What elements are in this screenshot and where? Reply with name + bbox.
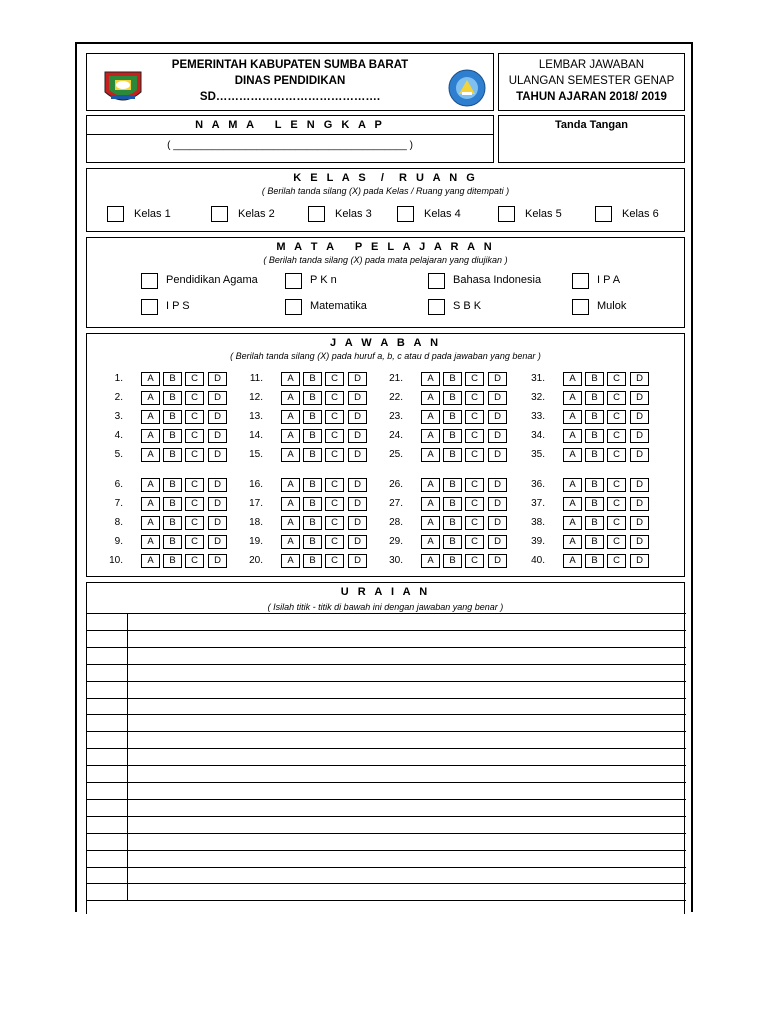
answer-option[interactable]: D [630,554,649,568]
essay-answer-line[interactable] [128,682,684,697]
subject-checkbox[interactable] [141,273,158,289]
answer-option[interactable]: C [607,410,626,424]
answer-option[interactable]: B [163,391,182,405]
answer-option[interactable]: C [185,478,204,492]
gov-line-2: DINAS PENDIDIKAN [234,75,346,87]
question-number: 2. [114,392,123,403]
essay-answer-line[interactable] [128,766,684,781]
answer-option[interactable]: D [488,429,507,443]
answer-option[interactable]: C [325,448,344,462]
answer-option[interactable]: D [488,516,507,530]
answer-option[interactable]: D [630,516,649,530]
answer-option[interactable]: C [607,478,626,492]
answer-option[interactable]: B [163,429,182,443]
answer-option[interactable]: A [563,372,582,386]
answer-option[interactable]: C [185,410,204,424]
question-number: 34. [531,430,545,441]
answer-option[interactable]: C [325,372,344,386]
signature-box[interactable] [498,115,685,163]
answer-option[interactable]: B [303,554,322,568]
answer-option[interactable]: C [325,535,344,549]
answer-option[interactable]: A [421,372,440,386]
answer-option[interactable]: B [163,372,182,386]
subject-option-label: Pendidikan Agama [166,274,258,286]
answer-option[interactable]: B [585,554,604,568]
answer-option[interactable]: B [303,429,322,443]
answer-option[interactable]: C [465,448,484,462]
answer-option[interactable]: C [325,478,344,492]
question-number: 31. [531,373,545,384]
answer-option[interactable]: B [163,410,182,424]
question-number: 30. [389,555,403,566]
gov-line-3: SD……………………………………. [199,91,381,103]
answer-option[interactable]: C [325,410,344,424]
answer-option[interactable]: C [607,448,626,462]
question-number: 39. [531,536,545,547]
answer-sheet [75,42,693,912]
class-option-label: Kelas 3 [335,208,372,220]
class-option-label: Kelas 5 [525,208,562,220]
answer-option[interactable]: C [607,391,626,405]
answer-option[interactable]: B [443,497,462,511]
answer-option[interactable]: A [281,410,300,424]
answer-option[interactable]: B [443,535,462,549]
subject-checkbox[interactable] [572,273,589,289]
answer-option[interactable]: C [465,372,484,386]
question-number: 8. [114,517,123,528]
answer-option[interactable]: D [208,372,227,386]
answer-option[interactable]: D [348,448,367,462]
answer-option[interactable]: C [185,448,204,462]
essay-answer-line[interactable] [128,665,684,680]
answer-option[interactable]: B [163,516,182,530]
answer-option[interactable]: A [141,391,160,405]
subject-option-label: I P A [597,274,621,286]
answer-option[interactable]: A [281,535,300,549]
answer-option[interactable]: C [607,535,626,549]
question-number: 26. [389,479,403,490]
question-number: 36. [531,479,545,490]
answer-option[interactable]: A [563,516,582,530]
subject-option-label: Mulok [597,300,627,312]
answer-option[interactable]: C [325,391,344,405]
name-label: N A M A L E N G K A P [195,119,385,131]
answer-option[interactable]: A [563,448,582,462]
answer-option[interactable]: C [607,516,626,530]
essay-answer-line[interactable] [128,817,684,832]
answer-option[interactable]: D [208,429,227,443]
answer-option[interactable]: B [585,516,604,530]
answer-option[interactable]: D [630,372,649,386]
answer-option[interactable]: D [348,516,367,530]
answer-option[interactable]: D [208,410,227,424]
answer-option[interactable]: A [563,391,582,405]
class-checkbox[interactable] [498,206,515,222]
answer-option[interactable]: C [185,391,204,405]
question-number: 22. [389,392,403,403]
answer-option[interactable]: B [443,554,462,568]
header-title-box [498,53,685,111]
answer-option[interactable]: A [281,554,300,568]
class-option-label: Kelas 4 [424,208,461,220]
answer-option[interactable]: A [421,497,440,511]
answer-option[interactable]: B [303,516,322,530]
answer-option[interactable]: A [141,372,160,386]
essay-answer-line[interactable] [128,884,684,899]
question-number: 18. [249,517,263,528]
answer-option[interactable]: D [208,516,227,530]
subject-checkbox[interactable] [141,299,158,315]
answer-option[interactable]: D [630,497,649,511]
answer-option[interactable]: A [281,372,300,386]
answer-option[interactable]: D [208,391,227,405]
title-line-2: ULANGAN SEMESTER GENAP [508,75,675,87]
answer-option[interactable]: C [325,516,344,530]
answer-option[interactable]: D [488,554,507,568]
signature-label: Tanda Tangan [555,119,628,131]
class-title: K E L A S / R U A N G [293,172,478,184]
answer-option[interactable]: B [585,429,604,443]
answer-option[interactable]: D [488,497,507,511]
tut-wuri-handayani-icon [445,68,489,108]
question-number: 14. [249,430,263,441]
answer-option[interactable]: D [348,535,367,549]
answer-option[interactable]: C [607,554,626,568]
answer-option[interactable]: D [208,535,227,549]
subject-checkbox[interactable] [285,273,302,289]
answer-option[interactable]: C [465,535,484,549]
answer-option[interactable]: D [630,478,649,492]
answer-option[interactable]: D [488,410,507,424]
answer-option[interactable]: B [163,448,182,462]
header-institution-box [86,53,494,111]
answer-option[interactable]: C [185,516,204,530]
essay-answer-line[interactable] [128,800,684,815]
answer-option[interactable]: B [443,372,462,386]
answer-option[interactable]: A [281,516,300,530]
answer-option[interactable]: C [325,497,344,511]
class-checkbox[interactable] [595,206,612,222]
question-number: 1. [114,373,123,384]
answer-option[interactable]: C [465,554,484,568]
name-box [86,115,494,163]
answer-option[interactable]: A [421,410,440,424]
subject-option-label: P K n [310,274,337,286]
answer-option[interactable]: B [303,497,322,511]
subject-option-label: I P S [166,300,190,312]
subject-title: M A T A P E L A J A R A N [276,241,495,253]
answer-option[interactable]: D [630,448,649,462]
answer-option[interactable]: C [465,391,484,405]
question-number: 21. [389,373,403,384]
answer-option[interactable]: A [563,535,582,549]
answer-option[interactable]: D [488,535,507,549]
answer-option[interactable]: D [348,554,367,568]
question-number: 40. [531,555,545,566]
answer-option[interactable]: A [563,554,582,568]
answer-option[interactable]: C [465,410,484,424]
answer-option[interactable]: C [465,516,484,530]
answer-option[interactable]: A [421,535,440,549]
answer-option[interactable]: D [208,448,227,462]
answer-option[interactable]: B [443,391,462,405]
question-number: 24. [389,430,403,441]
answer-section [86,333,685,577]
question-number: 19. [249,536,263,547]
question-number: 28. [389,517,403,528]
essay-answer-line[interactable] [128,732,684,747]
answer-option[interactable]: A [141,535,160,549]
answer-option[interactable]: C [607,497,626,511]
title-line-1: LEMBAR JAWABAN [538,59,645,71]
answer-option[interactable]: A [141,410,160,424]
answer-option[interactable]: A [281,478,300,492]
answer-option[interactable]: B [303,372,322,386]
question-number: 29. [389,536,403,547]
answer-option[interactable]: D [488,478,507,492]
answer-option[interactable]: A [281,497,300,511]
answer-option[interactable]: D [630,535,649,549]
answer-option[interactable]: B [443,410,462,424]
answer-option[interactable]: B [443,478,462,492]
answer-option[interactable]: A [281,448,300,462]
answer-option[interactable]: B [585,410,604,424]
question-number: 6. [114,479,123,490]
answer-option[interactable]: B [443,429,462,443]
answer-option[interactable]: B [303,410,322,424]
answer-option[interactable]: C [185,535,204,549]
question-number: 3. [114,411,123,422]
question-number: 11. [249,373,263,384]
essay-answer-line[interactable] [128,648,684,663]
answer-option[interactable]: B [303,478,322,492]
answer-option[interactable]: B [303,448,322,462]
answer-option[interactable]: B [163,497,182,511]
class-checkbox[interactable] [397,206,414,222]
answer-option[interactable]: C [607,372,626,386]
answer-option[interactable]: D [208,497,227,511]
question-number: 38. [531,517,545,528]
question-number: 10. [109,555,123,566]
answer-option[interactable]: C [185,372,204,386]
class-option-label: Kelas 6 [622,208,659,220]
answer-option[interactable]: A [141,516,160,530]
subject-checkbox[interactable] [428,273,445,289]
class-checkbox[interactable] [308,206,325,222]
answer-option[interactable]: A [141,478,160,492]
essay-answer-line[interactable] [128,715,684,730]
question-number: 9. [114,536,123,547]
question-number: 16. [249,479,263,490]
subject-option-label: S B K [453,300,482,312]
answer-option[interactable]: B [585,535,604,549]
essay-answer-line[interactable] [128,699,684,714]
essay-answer-line[interactable] [128,868,684,883]
question-number: 7. [114,498,123,509]
answer-option[interactable]: C [465,429,484,443]
answer-option[interactable]: B [303,391,322,405]
class-option-label: Kelas 2 [238,208,275,220]
question-number: 20. [249,555,263,566]
question-number: 37. [531,498,545,509]
answer-option[interactable]: D [488,448,507,462]
class-instruction: ( Berilah tanda silang (X) pada Kelas / Ruang yang ditempati ) [261,186,510,196]
title-line-3: TAHUN AJARAN 2018/ 2019 [516,91,667,103]
question-number: 17. [249,498,263,509]
class-option-label: Kelas 1 [134,208,171,220]
class-checkbox[interactable] [211,206,228,222]
answer-option[interactable]: B [163,554,182,568]
question-number: 5. [114,449,123,460]
answer-option[interactable]: A [421,478,440,492]
question-number: 25. [389,449,403,460]
answer-option[interactable]: D [348,478,367,492]
answer-title: J A W A B A N [329,337,442,349]
answer-option[interactable]: B [303,535,322,549]
question-number: 12. [249,392,263,403]
question-number: 33. [531,411,545,422]
subject-instruction: ( Berilah tanda silang (X) pada mata pelajaran yang diujikan ) [263,255,508,265]
essay-title: U R A I A N [340,586,431,598]
subject-checkbox[interactable] [428,299,445,315]
essay-answer-line[interactable] [128,749,684,764]
answer-option[interactable]: D [348,497,367,511]
answer-option[interactable]: B [585,478,604,492]
answer-option[interactable]: A [421,554,440,568]
answer-option[interactable]: A [421,448,440,462]
answer-option[interactable]: A [563,497,582,511]
subject-checkbox[interactable] [285,299,302,315]
essay-answer-line[interactable] [128,631,684,646]
gov-line-1: PEMERINTAH KABUPATEN SUMBA BARAT [171,59,409,71]
answer-option[interactable]: D [488,391,507,405]
answer-option[interactable]: D [348,391,367,405]
answer-option[interactable]: A [421,391,440,405]
answer-option[interactable]: D [208,554,227,568]
essay-answer-line[interactable] [128,834,684,849]
subject-option-label: Matematika [310,300,367,312]
answer-option[interactable]: D [348,410,367,424]
answer-option[interactable]: D [630,391,649,405]
answer-option[interactable]: A [421,516,440,530]
answer-option[interactable]: A [141,448,160,462]
question-number: 27. [389,498,403,509]
answer-option[interactable]: A [141,554,160,568]
answer-option[interactable]: D [348,372,367,386]
name-field[interactable]: ( __________________________________________ ) [167,140,413,151]
answer-option[interactable]: A [563,429,582,443]
class-checkbox[interactable] [107,206,124,222]
answer-option[interactable]: A [141,429,160,443]
essay-row-line [87,900,686,901]
answer-option[interactable]: B [585,372,604,386]
answer-option[interactable]: D [488,372,507,386]
answer-option[interactable]: C [185,429,204,443]
answer-option[interactable]: B [163,535,182,549]
answer-option[interactable]: C [325,429,344,443]
answer-option[interactable]: A [563,478,582,492]
subject-checkbox[interactable] [572,299,589,315]
answer-option[interactable]: D [348,429,367,443]
answer-instruction: ( Berilah tanda silang (X) pada huruf a, b, c atau d pada jawaban yang benar ) [230,351,541,361]
answer-option[interactable]: B [443,448,462,462]
answer-option[interactable]: A [281,429,300,443]
answer-option[interactable]: C [325,554,344,568]
answer-option[interactable]: A [141,497,160,511]
answer-option[interactable]: C [607,429,626,443]
class-section [86,168,685,232]
answer-option[interactable]: B [163,478,182,492]
question-number: 4. [114,430,123,441]
essay-answer-line[interactable] [128,783,684,798]
answer-option[interactable]: A [281,391,300,405]
essay-answer-line[interactable] [128,851,684,866]
subject-option-label: Bahasa Indonesia [453,274,542,286]
answer-option[interactable]: C [185,497,204,511]
answer-option[interactable]: B [443,516,462,530]
answer-option[interactable]: A [563,410,582,424]
question-number: 32. [531,392,545,403]
essay-answer-line[interactable] [128,614,684,629]
answer-option[interactable]: A [421,429,440,443]
question-number: 13. [249,411,263,422]
answer-option[interactable]: C [185,554,204,568]
answer-option[interactable]: D [208,478,227,492]
answer-option[interactable]: D [630,429,649,443]
answer-option[interactable]: B [585,448,604,462]
subject-section [86,237,685,328]
answer-option[interactable]: B [585,497,604,511]
question-number: 23. [389,411,403,422]
answer-option[interactable]: C [465,497,484,511]
answer-option[interactable]: C [465,478,484,492]
answer-option[interactable]: D [630,410,649,424]
essay-instruction: ( Isilah titik - titik di bawah ini dengan jawaban yang benar ) [267,602,504,612]
question-number: 15. [249,449,263,460]
essay-section [86,582,685,914]
question-number: 35. [531,449,545,460]
answer-option[interactable]: B [585,391,604,405]
